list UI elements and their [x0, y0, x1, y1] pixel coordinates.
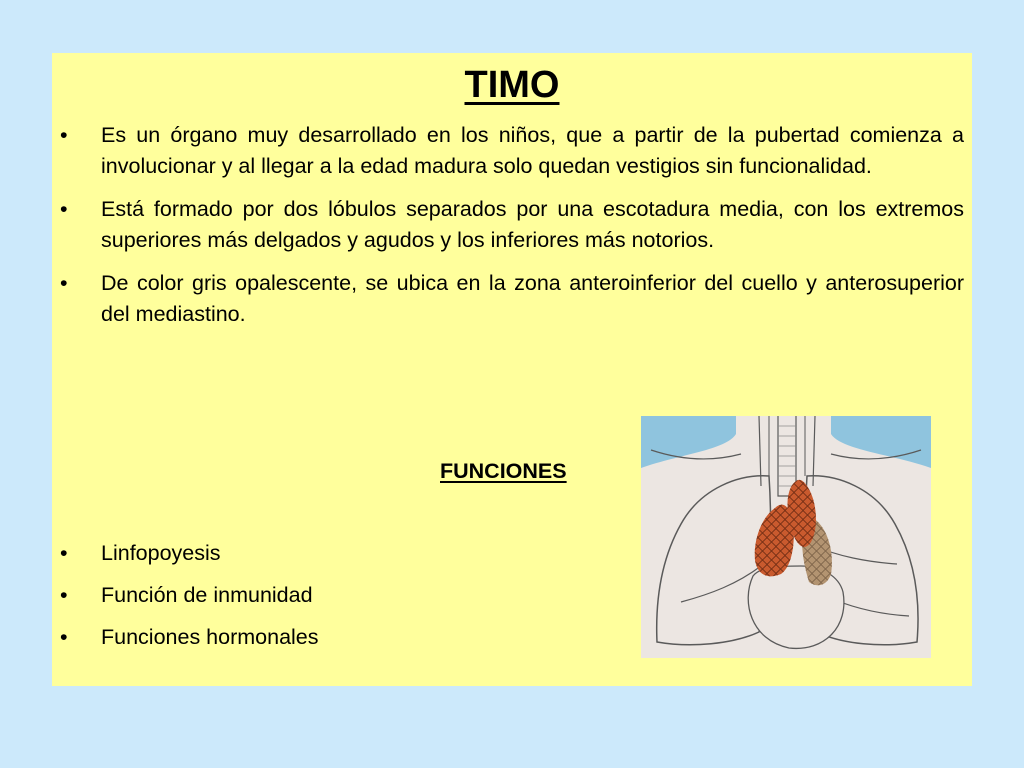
list-item	[60, 194, 964, 256]
functions-heading: FUNCIONES	[440, 459, 567, 483]
description-list	[60, 120, 964, 342]
list-item	[60, 622, 620, 653]
list-item	[60, 538, 620, 569]
bullet-icon: •	[60, 271, 68, 295]
function-text: Linfopoyesis	[101, 541, 221, 565]
bullet-icon: •	[60, 583, 68, 607]
function-text: Funciones hormonales	[101, 625, 319, 649]
functions-list	[60, 538, 620, 664]
bullet-icon: •	[60, 625, 68, 649]
list-item	[60, 120, 964, 182]
bullet-icon: •	[60, 123, 68, 147]
thymus-illustration	[641, 416, 931, 658]
function-text: Función de inmunidad	[101, 583, 313, 607]
bullet-text: De color gris opalescente, se ubica en la zona anteroinferior del cuello y anterosuperior del mediastino.	[101, 271, 964, 326]
bullet-text: Es un órgano muy desarrollado en los niños, que a partir de la pubertad comienza a involucionar y al llegar a la edad madura solo quedan vestigios sin funcionalidad.	[101, 123, 964, 178]
slide-title: TIMO	[464, 64, 560, 106]
bullet-text: Está formado por dos lóbulos separados por una escotadura media, con los extremos superiores más delgados y agudos y los inferiores más notorios.	[101, 197, 964, 252]
bullet-icon: •	[60, 197, 68, 221]
list-item	[60, 580, 620, 611]
bullet-icon: •	[60, 541, 68, 565]
thymus-illustration-icon	[641, 416, 931, 658]
list-item	[60, 268, 964, 330]
